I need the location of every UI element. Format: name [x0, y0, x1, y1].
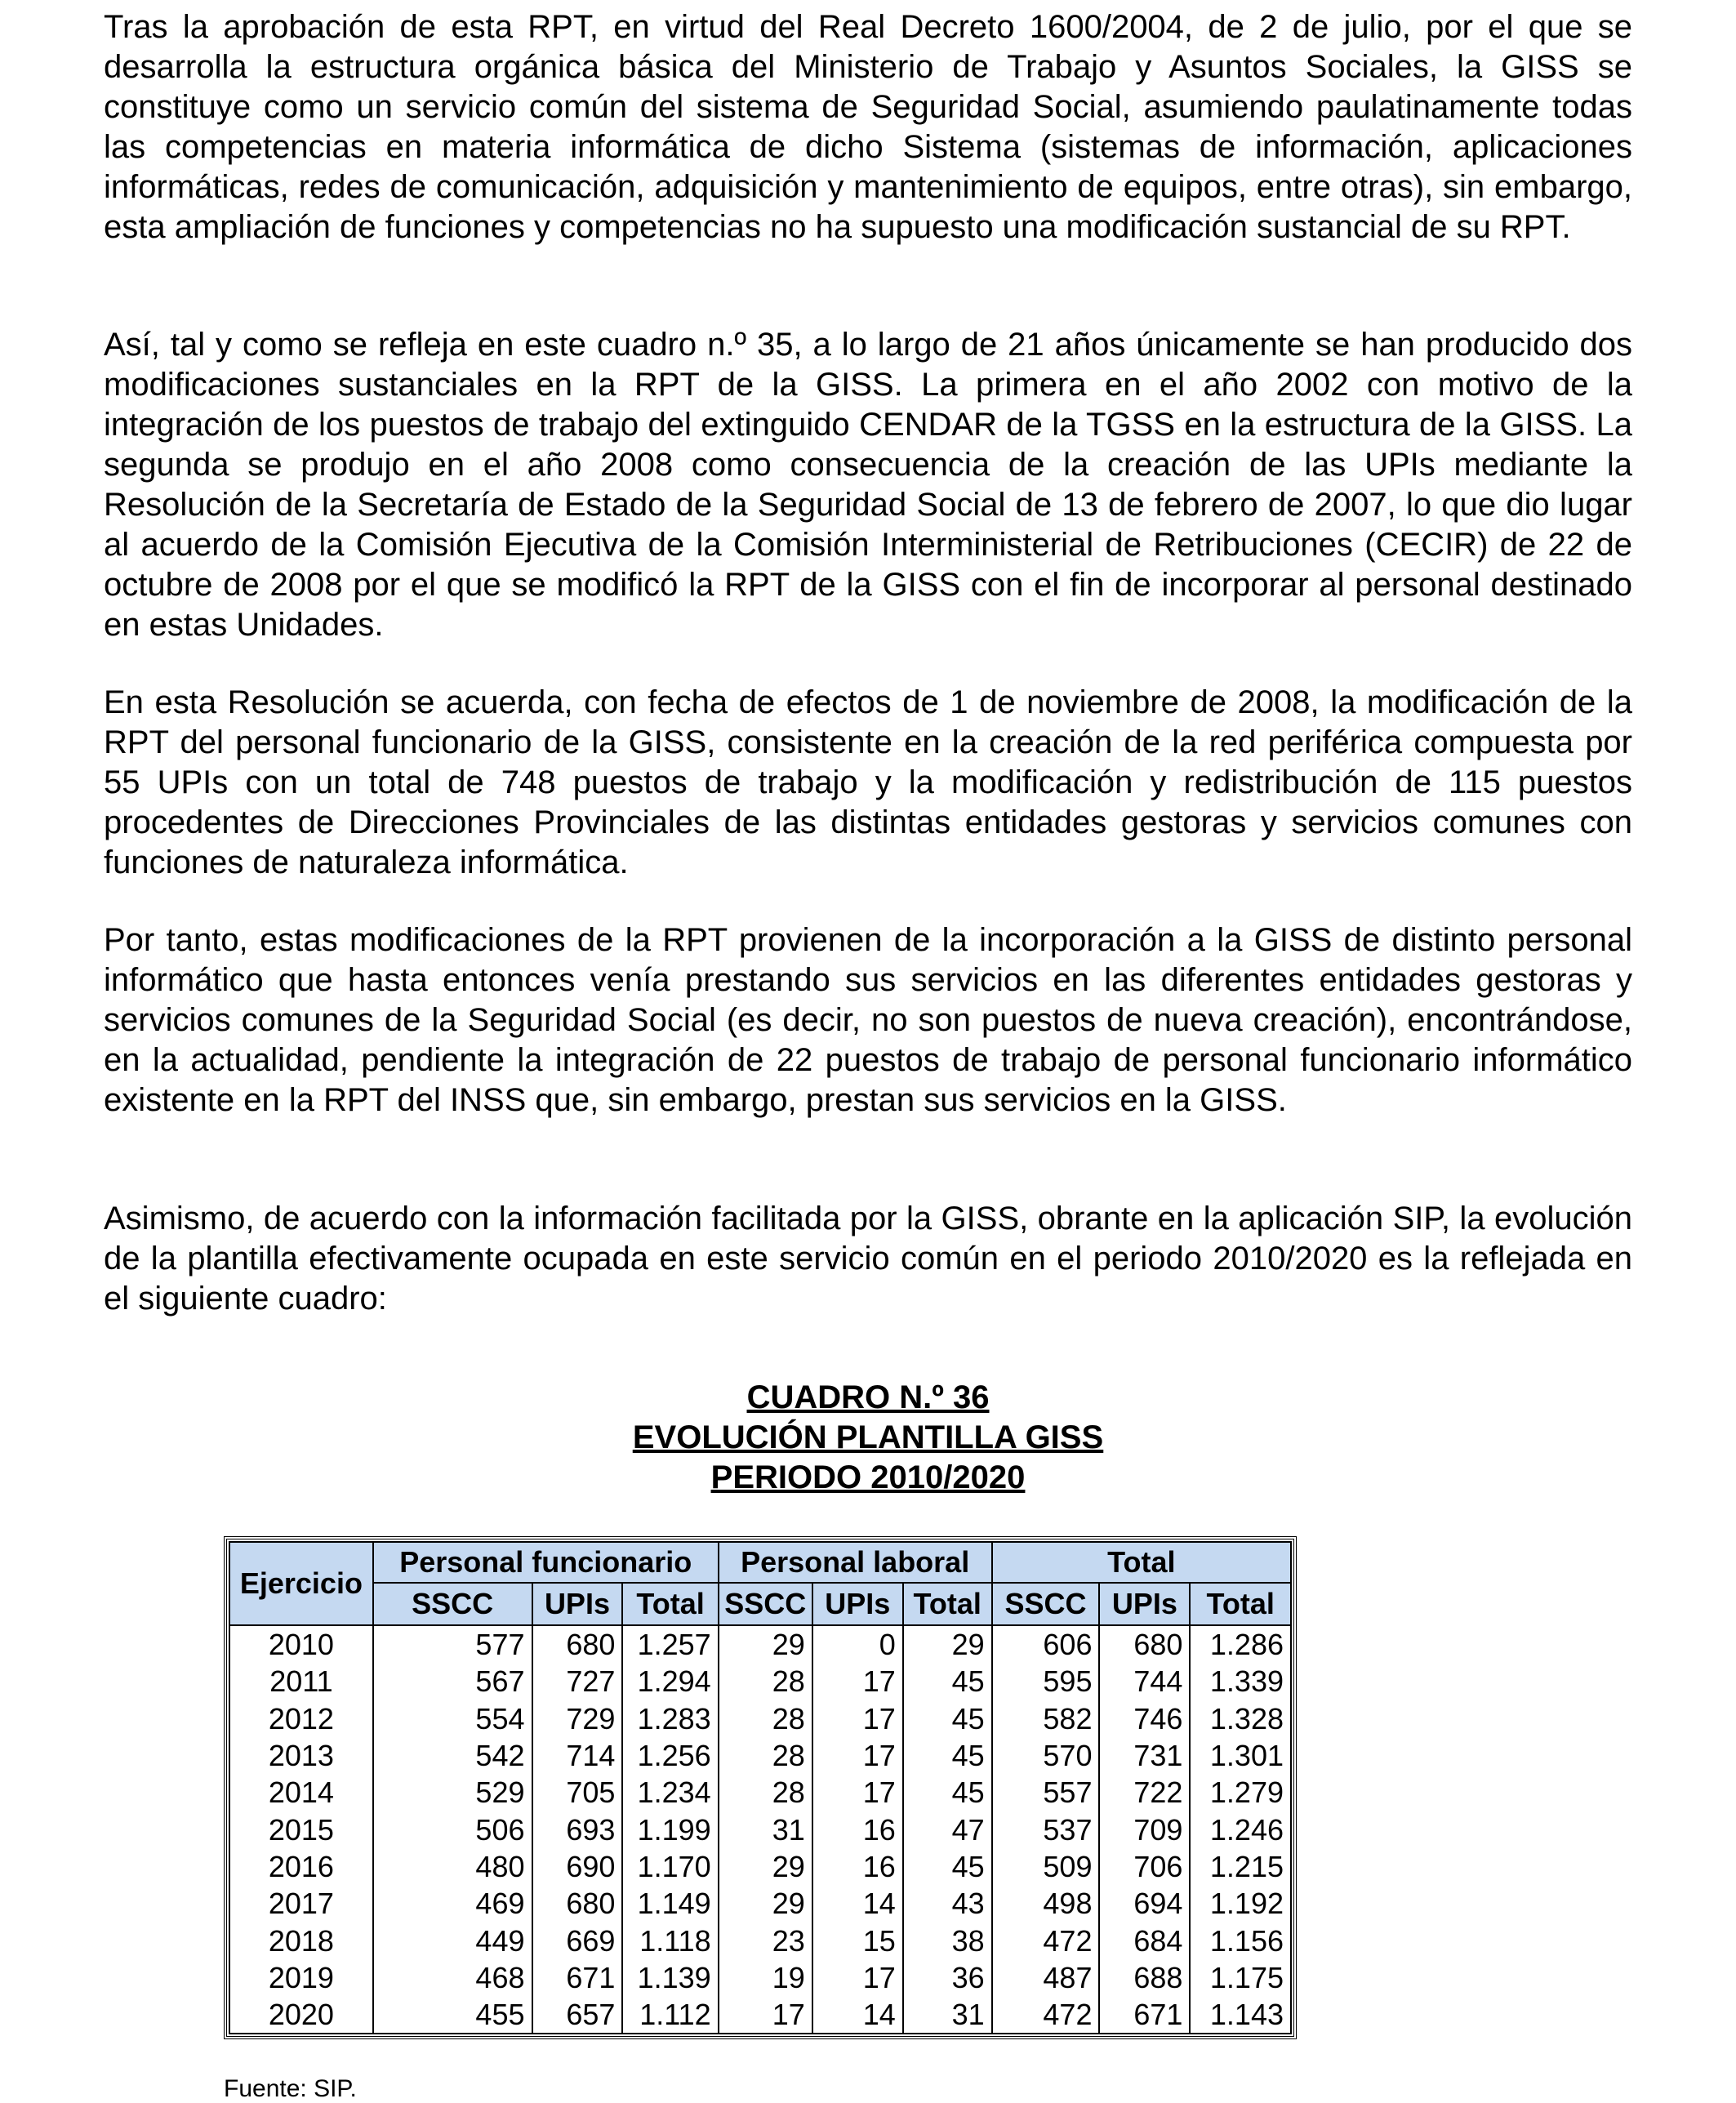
- cell-value: 45: [903, 1737, 992, 1774]
- table-body: [229, 1625, 1291, 2034]
- cell-year: 2013: [229, 1737, 373, 1774]
- subheader: Total: [622, 1583, 718, 1625]
- cell-value: 680: [532, 1885, 623, 1922]
- cell-value: 449: [373, 1922, 532, 1958]
- cell-value: 570: [992, 1737, 1100, 1774]
- paragraph-2: Así, tal y como se refleja en este cuadro n.º 35, a lo largo de 21 años únicamente se han producido dos modificaciones sustanciales en la RPT de la GISS. La primera en el año 2002 con motivo de la integración de los puestos de trabajo del extinguido CENDAR de la TGSS en la estructura de la GISS. La segunda se produjo en el año 2008 como consecuencia de la creación de las UPIs mediante la Resolución de la Secretaría de Estado de la Seguridad Social de 13 de febrero de 2007, lo que dio lugar al acuerdo de la Comisión Ejecutiva de la Comisión Interministerial de Retribuciones (CECIR) de 22 de octubre de 2008 por el que se modificó la RPT de la GISS con el fin de incorporar al personal destinado en estas Unidades.: [104, 327, 1632, 643]
- paragraph-1: Tras la aprobación de esta RPT, en virtud del Real Decreto 1600/2004, de 2 de julio, por el que se desarrolla la estructura orgánica básica del Ministerio de Trabajo y Asuntos Sociales, la GISS se constituye como un servicio común del sistema de Seguridad Social, asumiendo paulatinamente todas las competencias en materia informática de dicho Sistema (sistemas de información, aplicaciones informáticas, redes de comunicación, adquisición y mantenimiento de equipos, entre otras), sin embargo, esta ampliación de funciones y competencias no ha supuesto una modificación sustancial de su RPT.: [104, 9, 1632, 245]
- subheader: SSCC: [719, 1583, 812, 1625]
- cell-value: 1.283: [622, 1700, 718, 1737]
- cell-value: 14: [812, 1885, 903, 1922]
- cell-year: 2020: [229, 1996, 373, 2034]
- cell-value: 1.192: [1190, 1885, 1291, 1922]
- cell-value: 17: [812, 1737, 903, 1774]
- cell-value: 29: [903, 1625, 992, 1663]
- cell-year: 2019: [229, 1959, 373, 1996]
- cell-value: 727: [532, 1663, 623, 1700]
- cell-value: 498: [992, 1885, 1100, 1922]
- cell-value: 1.256: [622, 1737, 718, 1774]
- cell-value: 537: [992, 1811, 1100, 1847]
- cell-value: 1.301: [1190, 1737, 1291, 1774]
- cell-value: 14: [812, 1996, 903, 2034]
- cell-value: 45: [903, 1848, 992, 1885]
- caption-title: EVOLUCIÓN PLANTILLA GISS: [632, 1419, 1104, 1455]
- table-row: [229, 1700, 1291, 1737]
- cell-value: 36: [903, 1959, 992, 1996]
- cell-value: 1.118: [622, 1922, 718, 1958]
- subheader: SSCC: [992, 1583, 1100, 1625]
- cell-value: 0: [812, 1625, 903, 1663]
- cell-value: 23: [719, 1922, 812, 1958]
- cell-value: 28: [719, 1774, 812, 1811]
- cell-value: 577: [373, 1625, 532, 1663]
- cell-value: 714: [532, 1737, 623, 1774]
- table-row: [229, 1625, 1291, 1663]
- cell-value: 31: [903, 1996, 992, 2034]
- cell-year: 2017: [229, 1885, 373, 1922]
- cell-value: 45: [903, 1700, 992, 1737]
- cell-value: 28: [719, 1737, 812, 1774]
- cell-value: 709: [1099, 1811, 1190, 1847]
- cell-value: 45: [903, 1663, 992, 1700]
- subheader: UPIs: [812, 1583, 903, 1625]
- table-row: [229, 1922, 1291, 1958]
- source-note: Fuente: SIP.: [224, 2075, 357, 2102]
- cell-value: 1.286: [1190, 1625, 1291, 1663]
- cell-value: 1.294: [622, 1663, 718, 1700]
- cell-value: 472: [992, 1922, 1100, 1958]
- cell-value: 487: [992, 1959, 1100, 1996]
- cell-value: 684: [1099, 1922, 1190, 1958]
- cell-value: 1.328: [1190, 1700, 1291, 1737]
- cell-value: 731: [1099, 1737, 1190, 1774]
- cell-value: 582: [992, 1700, 1100, 1737]
- cell-value: 671: [532, 1959, 623, 1996]
- cell-value: 19: [719, 1959, 812, 1996]
- cell-value: 15: [812, 1922, 903, 1958]
- cell-value: 17: [812, 1774, 903, 1811]
- cell-value: 455: [373, 1996, 532, 2034]
- cell-value: 1.257: [622, 1625, 718, 1663]
- table-row: [229, 1996, 1291, 2034]
- cell-year: 2016: [229, 1848, 373, 1885]
- cell-value: 472: [992, 1996, 1100, 2034]
- header-year: Ejercicio: [229, 1542, 373, 1625]
- table-row: [229, 1959, 1291, 1996]
- cell-value: 506: [373, 1811, 532, 1847]
- table-caption: [104, 1378, 1632, 1498]
- subheader: UPIs: [1099, 1583, 1190, 1625]
- cell-value: 744: [1099, 1663, 1190, 1700]
- cell-value: 28: [719, 1663, 812, 1700]
- table-row: [229, 1774, 1291, 1811]
- cell-value: 16: [812, 1811, 903, 1847]
- subheader: SSCC: [373, 1583, 532, 1625]
- cell-value: 705: [532, 1774, 623, 1811]
- staff-evolution-table: [229, 1541, 1292, 2034]
- cell-value: 1.149: [622, 1885, 718, 1922]
- cell-value: 29: [719, 1625, 812, 1663]
- header-group-funcionario: Personal funcionario: [373, 1542, 719, 1583]
- cell-value: 31: [719, 1811, 812, 1847]
- cell-value: 669: [532, 1922, 623, 1958]
- cell-value: 680: [532, 1625, 623, 1663]
- cell-year: 2011: [229, 1663, 373, 1700]
- cell-value: 554: [373, 1700, 532, 1737]
- cell-value: 693: [532, 1811, 623, 1847]
- cell-value: 706: [1099, 1848, 1190, 1885]
- cell-value: 690: [532, 1848, 623, 1885]
- table-row: [229, 1848, 1291, 1885]
- cell-value: 1.156: [1190, 1922, 1291, 1958]
- cell-value: 567: [373, 1663, 532, 1700]
- cell-value: 746: [1099, 1700, 1190, 1737]
- cell-value: 43: [903, 1885, 992, 1922]
- cell-value: 1.175: [1190, 1959, 1291, 1996]
- cell-value: 557: [992, 1774, 1100, 1811]
- subheader: UPIs: [532, 1583, 623, 1625]
- cell-value: 38: [903, 1922, 992, 1958]
- cell-value: 17: [812, 1663, 903, 1700]
- cell-value: 480: [373, 1848, 532, 1885]
- paragraph-4: Por tanto, estas modificaciones de la RPT provienen de la incorporación a la GISS de distinto personal informático que hasta entonces venía prestando sus servicios en las diferentes entidades gestoras y servicios comunes de la Seguridad Social (es decir, no son puestos de nueva creación), encontrándose, en la actualidad, pendiente la integración de 22 puestos de trabajo de personal funcionario informático existente en la RPT del INSS que, sin embargo, prestan sus servicios en la GISS.: [104, 922, 1632, 1118]
- cell-value: 1.339: [1190, 1663, 1291, 1700]
- cell-value: 542: [373, 1737, 532, 1774]
- table-row: [229, 1885, 1291, 1922]
- cell-value: 16: [812, 1848, 903, 1885]
- header-group-laboral: Personal laboral: [719, 1542, 992, 1583]
- cell-value: 529: [373, 1774, 532, 1811]
- subheader: Total: [1190, 1583, 1291, 1625]
- cell-value: 17: [719, 1996, 812, 2034]
- cell-value: 17: [812, 1959, 903, 1996]
- cell-value: 45: [903, 1774, 992, 1811]
- cell-value: 468: [373, 1959, 532, 1996]
- staff-table-frame: [224, 1536, 1297, 2039]
- paragraph-3: En esta Resolución se acuerda, con fecha de efectos de 1 de noviembre de 2008, la modificación de la RPT del personal funcionario de la GISS, consistente en la creación de la red periférica compuesta por 55 UPIs con un total de 748 puestos de trabajo y la modificación y redistribución de 115 puestos procedentes de Direcciones Provinciales de las distintas entidades gestoras y servicios comunes con funciones de naturaleza informática.: [104, 684, 1632, 880]
- cell-value: 1.170: [622, 1848, 718, 1885]
- cell-year: 2015: [229, 1811, 373, 1847]
- subheader: Total: [903, 1583, 992, 1625]
- table-row: [229, 1737, 1291, 1774]
- cell-value: 606: [992, 1625, 1100, 1663]
- cell-value: 29: [719, 1885, 812, 1922]
- cell-value: 1.215: [1190, 1848, 1291, 1885]
- cell-value: 469: [373, 1885, 532, 1922]
- table-row: [229, 1811, 1291, 1847]
- cell-value: 722: [1099, 1774, 1190, 1811]
- cell-value: 1.234: [622, 1774, 718, 1811]
- cell-value: 17: [812, 1700, 903, 1737]
- caption-period: PERIODO 2010/2020: [710, 1459, 1026, 1495]
- cell-value: 1.143: [1190, 1996, 1291, 2034]
- table-row: [229, 1663, 1291, 1700]
- cell-value: 671: [1099, 1996, 1190, 2034]
- cell-value: 688: [1099, 1959, 1190, 1996]
- cell-value: 28: [719, 1700, 812, 1737]
- cell-value: 729: [532, 1700, 623, 1737]
- cell-value: 1.279: [1190, 1774, 1291, 1811]
- cell-year: 2018: [229, 1922, 373, 1958]
- cell-value: 509: [992, 1848, 1100, 1885]
- cell-value: 29: [719, 1848, 812, 1885]
- cell-value: 1.199: [622, 1811, 718, 1847]
- header-group-total: Total: [992, 1542, 1291, 1583]
- cell-value: 1.246: [1190, 1811, 1291, 1847]
- cell-value: 595: [992, 1663, 1100, 1700]
- cell-value: 1.139: [622, 1959, 718, 1996]
- cell-value: 680: [1099, 1625, 1190, 1663]
- cell-year: 2012: [229, 1700, 373, 1737]
- paragraph-5: Asimismo, de acuerdo con la información facilitada por la GISS, obrante en la aplicación SIP, la evolución de la plantilla efectivamente ocupada en este servicio común en el periodo 2010/2020 es la reflejada en el siguiente cuadro:: [104, 1201, 1632, 1317]
- cell-value: 1.112: [622, 1996, 718, 2034]
- cell-year: 2010: [229, 1625, 373, 1663]
- cell-value: 694: [1099, 1885, 1190, 1922]
- cell-year: 2014: [229, 1774, 373, 1811]
- caption-number: CUADRO N.º 36: [746, 1379, 990, 1415]
- cell-value: 47: [903, 1811, 992, 1847]
- cell-value: 657: [532, 1996, 623, 2034]
